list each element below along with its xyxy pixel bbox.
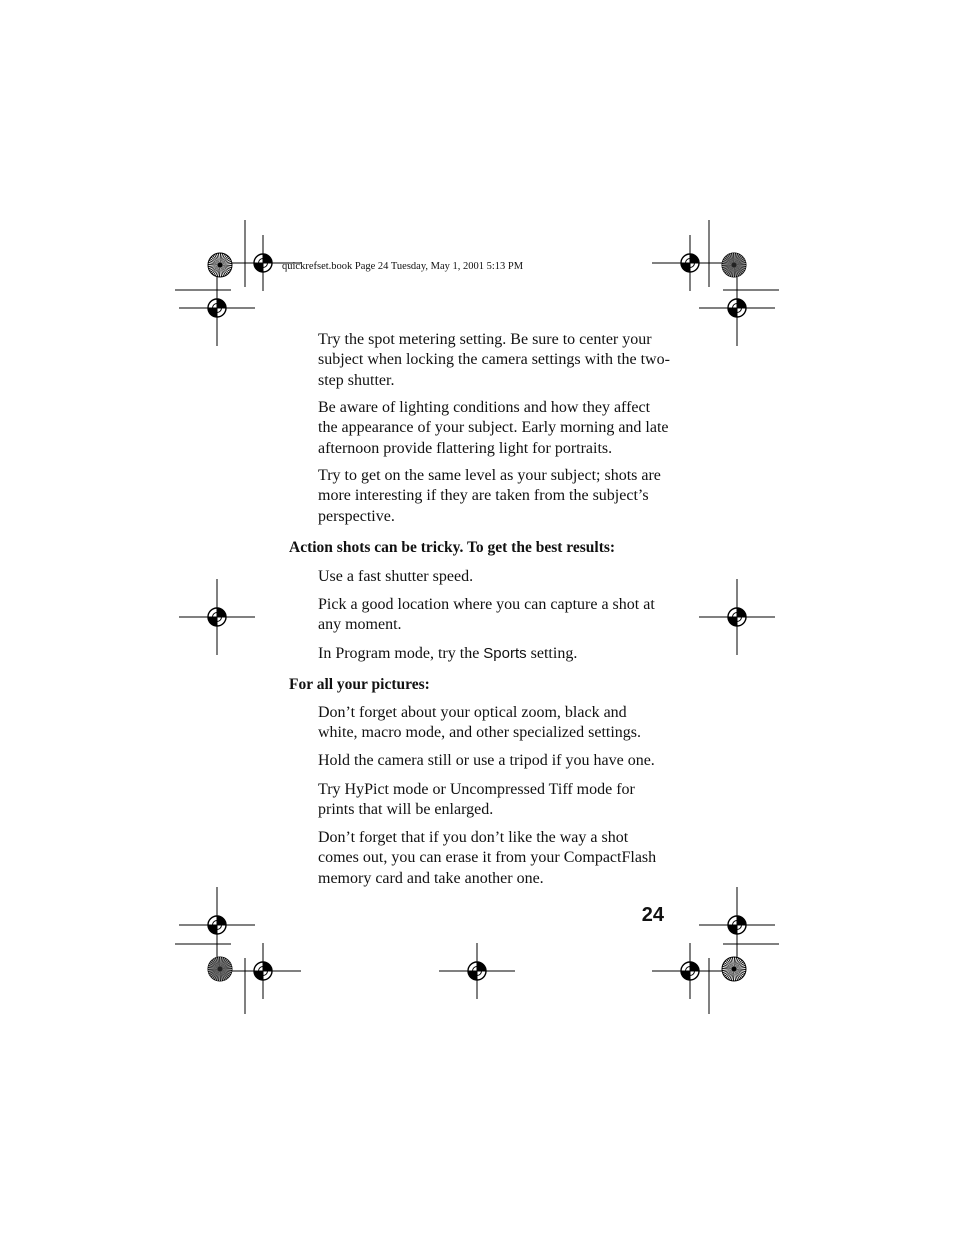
page-number: 24 [641,904,664,926]
registration-mark [439,943,515,999]
registration-mark [699,270,775,346]
star-target-mark [208,253,232,277]
program-prefix: In Program mode, try the [318,645,484,662]
star-target-mark [722,253,746,277]
registration-mark [225,943,301,999]
tip-paragraph: Try the spot metering setting. Be sure to center your subject when locking the camera settings with the two-step shutter. [318,331,670,389]
tip-paragraph: Don’t forget that if you don’t like the way a shot comes out, you can erase it from your CompactFlash memory card and take another one. [318,829,657,887]
tip-paragraph: Pick a good location where you can capture a shot at any moment. [318,596,655,634]
tip-paragraph: Don’t forget about your optical zoom, black and white, macro mode, and other specialized settings. [318,704,642,742]
tip-paragraph: Hold the camera still or use a tripod if you have one. [318,752,655,769]
registration-mark [652,235,728,291]
tip-paragraph: Try to get on the same level as your subject; shots are more interesting if they are taken from the subject’s perspective. [318,467,661,525]
registration-mark [652,943,728,999]
star-target-mark [722,957,746,981]
sports-setting-label: Sports [483,645,527,662]
registration-mark [699,887,775,963]
tip-paragraph: Be aware of lighting conditions and how they affect the appearance of your subject. Early morning and late afternoon provide flattering light for portraits. [318,399,669,457]
section-heading-action: Action shots can be tricky. To get the best results: [289,539,616,556]
tip-paragraph-program [318,644,670,664]
registration-mark [179,579,255,655]
tip-paragraph: Use a fast shutter speed. [318,568,474,585]
section-heading-all: For all your pictures: [289,676,430,693]
star-target-mark [208,957,232,981]
registration-mark [179,887,255,963]
registration-mark [699,579,775,655]
file-slug: quickrefset.book Page 24 Tuesday, May 1, 2001 5:13 PM [282,261,524,272]
tip-paragraph: Try HyPict mode or Uncompressed Tiff mode for prints that will be enlarged. [318,781,635,819]
registration-mark [179,270,255,346]
program-suffix: setting. [526,645,578,662]
